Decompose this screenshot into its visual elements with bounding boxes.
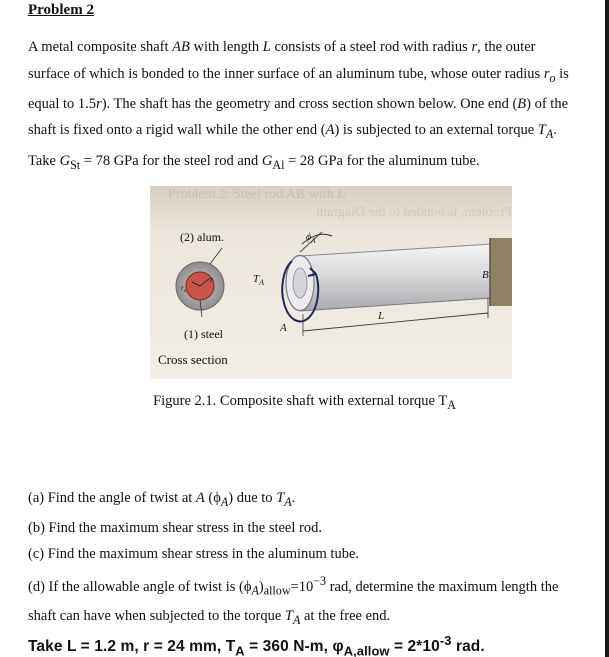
shaft-figure-svg (150, 186, 512, 379)
bleed-through-text: Problem 2. Steel rod AB with L (168, 187, 346, 202)
intro-B: B (517, 95, 527, 112)
caption-text: Figure 2.1. Composite shaft with external torque T (153, 393, 448, 409)
intro-L: L (262, 39, 271, 55)
problem-statement (28, 34, 576, 178)
intro-G-aluminum-sub: Al (272, 157, 285, 172)
intro-r: r (471, 39, 478, 55)
intro-text: consists of a steel rod with radius (270, 39, 472, 55)
given-text: = 360 N-m, φ (244, 638, 344, 656)
question-d (28, 568, 584, 634)
intro-text: ) of the shaft is fixed onto a rigid wall while the other end ( (28, 95, 569, 139)
question-list (28, 485, 584, 634)
cross-section-label: Cross section (158, 352, 228, 367)
question-d-T-sub: A (292, 613, 301, 628)
intro-A: A (325, 122, 335, 139)
given-text: = 2*10 (389, 638, 440, 656)
question-text: at the free end. (300, 608, 391, 625)
intro-TA: T (537, 122, 546, 139)
torque-TA-label: $T_A$ (253, 273, 265, 287)
intro-text: ) is subjected to an external torque (334, 122, 538, 139)
ro-label: $r_o$ (181, 284, 187, 294)
problem-description (28, 34, 576, 148)
intro-AB: AB (172, 39, 190, 55)
figure-caption (0, 393, 609, 413)
intro-text: ). The shaft has the geometry and cross section shown below. One end ( (101, 95, 518, 112)
intro-text: = 28 GPa for the aluminum tube. (284, 152, 480, 169)
given-exponent: -3 (439, 633, 452, 648)
question-text: (ϕ (204, 490, 221, 506)
phi-A-label: $\phi_A$ (306, 232, 316, 245)
end-B-label: B (482, 269, 489, 281)
question-text: (a) Find the angle of twist at (28, 490, 196, 506)
given-text: rad. (451, 638, 485, 656)
question-a-A: A (195, 490, 205, 506)
question-a (28, 485, 584, 515)
question-b: (b) Find the maximum shear stress in the steel rod. (28, 520, 322, 537)
question-d-A-sub: A (251, 583, 259, 598)
intro-G-steel-sub: St (70, 157, 81, 172)
bleed-through-text: Problem, is bonded to the Diagram (316, 205, 512, 220)
intro-r: r (96, 95, 102, 112)
intro-text: , the outer surface of which is bonded to the inner surface of an aluminum tube, whose outer radius (28, 39, 544, 82)
alum-label: (2) alum. (180, 230, 224, 244)
question-c: (c) Find the maximum shear stress in the aluminum tube. (28, 546, 360, 563)
intro-text: Take (28, 152, 60, 169)
intro-TA-sub: A (545, 127, 554, 142)
question-a-phi-sub: A (220, 494, 229, 509)
question-text: (d) If the allowable angle of twist is (ϕ (28, 578, 252, 595)
intro-G-steel: G (59, 152, 71, 169)
intro-text: with length (189, 39, 263, 55)
problem-title: Problem 2 (28, 2, 94, 18)
question-text: rad, determine the maximum length the shaft can have when subjected to the torque (28, 578, 559, 625)
intro-G-aluminum: G (261, 152, 273, 169)
question-d-exponent: −3 (313, 573, 327, 588)
question-text: ) (258, 578, 264, 595)
given-TA-sub: A (235, 643, 245, 657)
question-a-T: T (276, 490, 285, 506)
question-text: =10 (290, 578, 314, 595)
length-label: L (378, 310, 385, 322)
end-A-label: A (280, 322, 287, 334)
intro-ro: r (543, 65, 550, 82)
steel-label: (1) steel (184, 327, 223, 341)
intro-text: is equal to 1.5 (28, 65, 569, 112)
shaft-inner-core-end (293, 268, 307, 298)
caption-sub: A (447, 397, 456, 412)
shaft-figure-photo (150, 186, 512, 379)
given-values (28, 633, 485, 657)
given-text: Take L = 1.2 m, r = 24 mm, T (28, 638, 236, 656)
question-a-T-sub: A (284, 494, 292, 509)
given-phi-sub: A,allow (343, 643, 390, 657)
material-properties (28, 148, 576, 178)
intro-text: . (553, 122, 557, 139)
intro-ro-sub: o (549, 70, 556, 85)
intro-text: = 78 GPa for the steel rod and (80, 152, 262, 169)
r-label: r (210, 275, 214, 284)
question-text: . (291, 490, 296, 506)
window-edge (605, 0, 609, 657)
intro-text: A metal composite shaft (28, 39, 173, 55)
question-d-allow-sub: allow (263, 583, 291, 598)
question-text: ) due to (228, 490, 277, 506)
fixed-wall (490, 238, 512, 306)
question-d-T: T (284, 608, 293, 625)
